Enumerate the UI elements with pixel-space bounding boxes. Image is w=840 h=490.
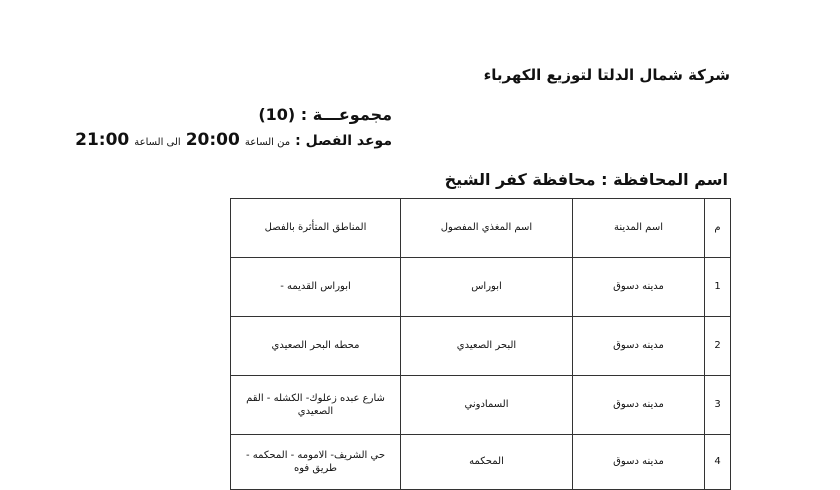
row-city: مدينه دسوق <box>573 435 705 490</box>
table-row <box>231 435 731 490</box>
row-number: 4 <box>705 435 731 490</box>
table-row <box>231 317 731 376</box>
row-feeder: المحكمه <box>401 435 573 490</box>
row-areas: ابوراس القديمه - <box>231 258 401 317</box>
group-number: (10) <box>258 105 296 124</box>
table-row <box>231 258 731 317</box>
cut-from-time: 20:00 <box>185 130 240 150</box>
table-row <box>231 376 731 435</box>
table-header-row <box>231 199 731 258</box>
header-city: اسم المدينة <box>573 199 705 258</box>
governorate-line <box>445 170 728 189</box>
cut-from-text: من الساعة <box>244 137 291 148</box>
cut-to-time: 21:00 <box>75 130 130 150</box>
row-number: 2 <box>705 317 731 376</box>
group-label: مجموعـــة : <box>300 105 392 124</box>
company-name: شركة شمال الدلتا لتوزيع الكهرباء <box>483 66 730 84</box>
row-number: 3 <box>705 376 731 435</box>
row-areas: حي الشريف- الامومه - المحكمه - طريق فوه <box>231 435 401 490</box>
header-feeder: اسم المغذي المفصول <box>401 199 573 258</box>
row-feeder: السمادوني <box>401 376 573 435</box>
row-feeder: البحر الصعيدي <box>401 317 573 376</box>
governorate-value: محافظة كفر الشيخ <box>444 170 596 189</box>
row-areas: شارع عبده زعلوك- الكشله - القم الصعيدي <box>231 376 401 435</box>
row-city: مدينه دسوق <box>573 258 705 317</box>
cut-schedule-line <box>75 130 392 150</box>
cut-to-text: الى الساعة <box>134 137 181 148</box>
cut-schedule-label: موعد الفصل : <box>295 133 392 149</box>
header-number: م <box>705 199 731 258</box>
header-areas: المناطق المتأثرة بالفصل <box>231 199 401 258</box>
row-areas: محطه البحر الصعيدي <box>231 317 401 376</box>
row-city: مدينه دسوق <box>573 376 705 435</box>
row-city: مدينه دسوق <box>573 317 705 376</box>
governorate-label: اسم المحافظة : <box>601 170 728 189</box>
row-feeder: ابوراس <box>401 258 573 317</box>
row-number: 1 <box>705 258 731 317</box>
group-line <box>258 105 392 124</box>
outage-table <box>230 198 731 490</box>
